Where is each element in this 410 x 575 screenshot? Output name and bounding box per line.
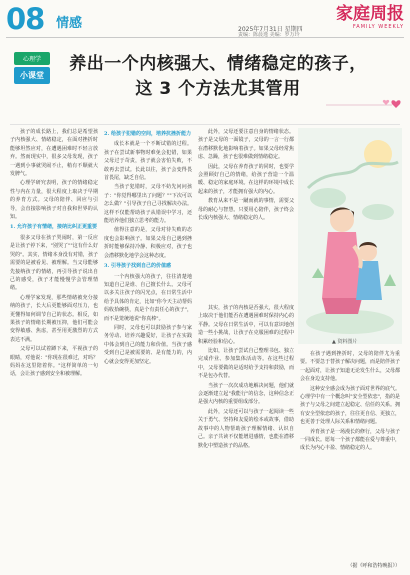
- article-column-1: [10, 128, 98, 568]
- paragraph: 一个内核强大的孩子，往往清楚地知道自己是谁、自己擅长什么。父母可以多关注孩子的闪光点，在日常生活中给予具体的肯定，比如"你今天主动帮妈妈收拾碗筷，真是个有责任心的孩子"，而不是笼统地说"你真棒"。: [104, 273, 192, 322]
- paragraph: 当孩子一次次成功地解决问题，他们就会逐渐建立起"我能行"的信念，这种信念正是强大内核的重要组成部分。: [198, 382, 294, 406]
- column-tag-bottom: 小课堂: [14, 67, 50, 84]
- paragraph: 成长本就是一个不断试错的过程。孩子在尝试新事物时难免会犯错，如果父母过于苛责，孩子就会害怕失败，不敢再去尝试。长此以往，孩子会变得畏首畏尾，缺乏自信。: [104, 141, 192, 182]
- paragraph: 父母可以试着蹲下来，平视孩子的眼睛，对他说："你现在很难过，对吗？妈妈在这里陪着你。"这样简单的一句话，会让孩子感到安全和被理解。: [10, 346, 98, 378]
- section-name: 情感: [56, 16, 83, 31]
- article-column-3-lower: [198, 304, 294, 568]
- paragraph: 这种安全感会成为孩子面对世界的底气。心理学中有一个概念叫"安全型依恋"，指的是孩子与父母之间建立起稳定、信任的关系。拥有安全型依恋的孩子，往往更自信、更独立，也更善于处理人际关系和情绪问题。: [300, 385, 400, 426]
- paragraph: 此外，父母还可以与孩子一起阅读一些关于勇气、坚持和友爱的绘本或故事，借助故事中的人物帮助孩子理解情绪、认识自己。亲子共读不仅能增进感情，也能在潜移默化中塑造孩子的品格。: [198, 408, 294, 449]
- paragraph: 当孩子犯错时，父母不妨先问问孩子："你觉得哪里出了问题？""下次可以怎么做？"引导孩子自己寻找解决办法。这样不仅能帮助孩子从错误中学习，还能培养他们独立思考的能力。: [104, 184, 192, 225]
- paragraph: 孩子的成长路上，我们总是希望孩子内核强大、情绪稳定，在面对挫折时能够坦然应对，在遭遇困难时不轻言放弃。然而现实中，很多父母发现，孩子一遇到小事就哭闹不止，稍有不顺就大发脾气。: [10, 129, 98, 178]
- headline-line-1: 养出一个内核强大、情绪稳定的孩子，: [69, 54, 367, 74]
- paragraph: 其实，孩子的内核是否强大，很大程度上取决于他们能否在遭遇困难时保持内心的平静。父母在日常生活中，可以有意识地创造一些小挑战，让孩子在克服困难的过程中积累经验和信心。: [198, 305, 294, 345]
- page-header: [0, 0, 410, 40]
- paragraph: 值得注意的是，父母对待失败的态度也会影响孩子。如果父母自己遇到挫折时能够保持冷静、积极应对，孩子也会潜移默化地学会这种态度。: [104, 227, 192, 259]
- brand-logo: [336, 4, 404, 30]
- brand-name: 家庭周报: [336, 4, 404, 24]
- headline: [48, 52, 388, 102]
- paragraph: 很多父母在孩子哭闹时，第一反应是让孩子停下来，"别哭了""这有什么好哭的"。其实，情绪本身没有对错，孩子需要的是被看见、被理解。当父母能够先接纳孩子的情绪，再引导孩子说出自己的感受，孩子才能慢慢学会管理情绪。: [10, 234, 98, 292]
- page-number: 08: [6, 2, 45, 36]
- header-divider: [6, 37, 404, 38]
- article-column-2: [104, 128, 192, 568]
- paragraph: 心理学研究表明，孩子的情绪稳定性与内在力量，很大程度上取决于早期的养育方式。父母的陪伴、回应与引导，会直接影响孩子对自我和世界的认知。: [10, 180, 98, 221]
- editor-line: 责编：陈晨逸 美编：罗万玲: [238, 32, 300, 38]
- column-tag-top: 心理学: [14, 52, 50, 65]
- column-tag: [14, 52, 50, 86]
- image-caption: ▲ 资料图片: [332, 339, 358, 345]
- paragraph: 养育孩子是一场漫长的修行，父母与孩子一同成长。愿每一个孩子都能在爱与尊重中，成长为内心丰盈、情绪稳定的人。: [300, 428, 400, 452]
- article-column-4: [300, 350, 400, 568]
- paragraph: 教育从来不是一蹴而就的事情，需要父母的耐心与智慧。只要用心陪伴，孩子终会长成内核强大、情绪稳定的人。: [198, 198, 294, 222]
- headline-line-2: 这 3 个方法尤其管用: [135, 79, 301, 99]
- date-line: 2025年7月31日 星期四: [238, 26, 303, 33]
- mother-child-illustration: [298, 128, 402, 344]
- subheading: 3. 引导孩子找到自己的价值感: [104, 263, 171, 270]
- paragraph: 因此，父母在养育孩子的同时，也要学会照顾好自己的情绪，给孩子营造一个温暖、稳定的家庭环境。在这样的环境中成长起来的孩子，才能拥有强大的内心。: [198, 163, 294, 195]
- subheading: 1. 允许孩子有情绪，接纳比纠正更重要: [10, 224, 97, 231]
- paragraph: 此外，父母还要注意自身的情绪状态。孩子是父母的一面镜子，父母的一言一行都在潜移默化地影响着孩子。如果父母经常焦虑、急躁，孩子也很难做到情绪稳定。: [198, 129, 294, 161]
- subheading: 2. 给孩子犯错的空间，培养抗挫折能力: [104, 131, 191, 137]
- article-column-3: [198, 128, 294, 296]
- source-byline: （据《呼和浩特晚报》）: [347, 563, 400, 569]
- decorative-hearts-icon: [322, 96, 402, 114]
- paragraph: 心理学家发现，那些情绪被充分接纳的孩子，长大后更能够面对压力，也更懂得如何调节自己的状态。相反，如果孩子的情绪长期被压抑，他们可能会变得敏感、焦虑，甚至用更激烈的方式表达不满。: [10, 294, 98, 343]
- paragraph: 比如，让孩子尝试自己整理书包、独立完成作业、参加集体活动等。在这些过程中，父母要做的是适时给予支持和鼓励，而不是包办代替。: [198, 348, 294, 380]
- paragraph: 同时，父母也可以鼓励孩子参与家务劳动、培养兴趣爱好，让孩子在实践中体会到自己的能力和价值。当孩子感受到自己是被需要的、是有能力的，内心就会变得更加坚定。: [104, 324, 192, 365]
- paragraph: 在孩子遇到挫折时，父母的陪伴尤为重要。不要急于替孩子解决问题，而是陪伴孩子一起面对，让孩子知道无论发生什么，父母都会在身边支持他。: [300, 351, 400, 383]
- brand-name-en: FAMILY WEEKLY: [352, 24, 404, 30]
- content-divider: [10, 124, 400, 125]
